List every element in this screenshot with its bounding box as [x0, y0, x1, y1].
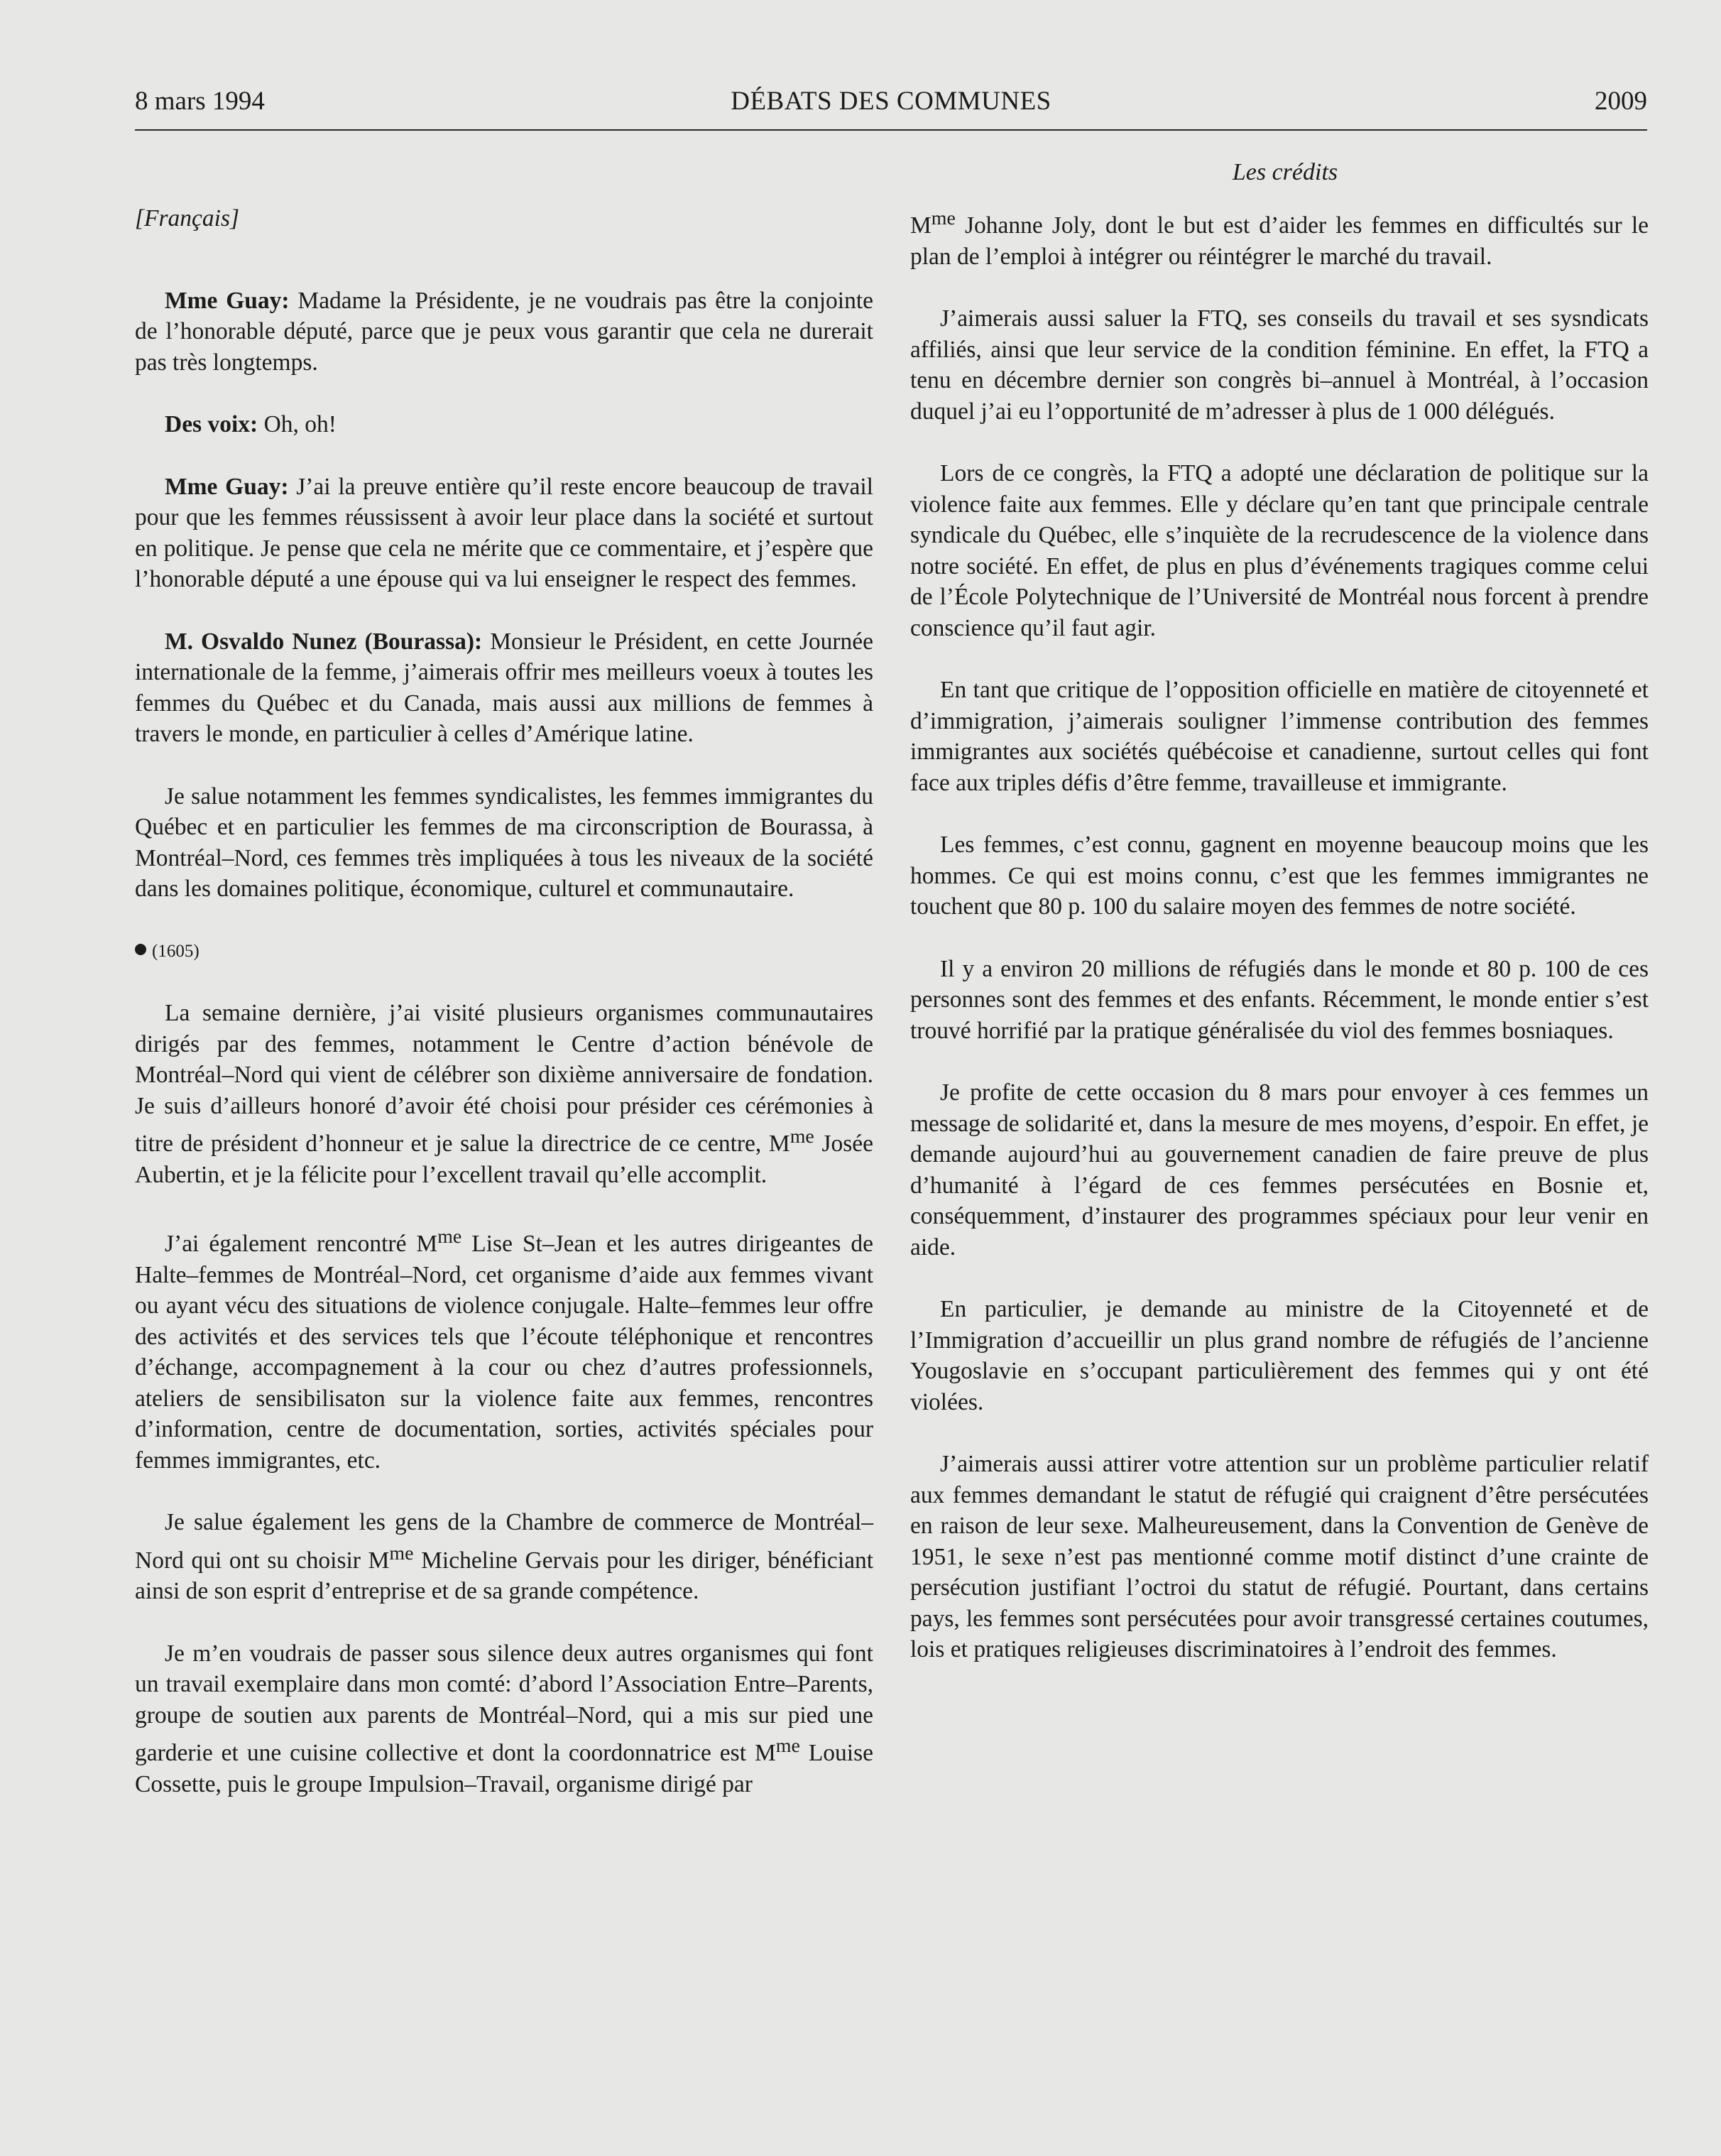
paragraph: Je salue notamment les femmes syndicalistes, les femmes immigrantes du Québec et en particulier les femmes de ma circonscription de Bourassa, à Montréal–Nord, ces femmes très impliquées à tous les niveaux de la société dans les domaines politique, économique, culturel et communautaire. — [135, 783, 873, 902]
header-title: DÉBATS DES COMMUNES — [731, 87, 1051, 116]
speaker-name: Mme Guay: — [165, 473, 289, 500]
paragraph: En tant que critique de l’opposition officielle en matière de citoyenneté et d’immigration, j’aimerais souligner l’immense contribution des femmes immigrantes aux sociétés québécoise et canadienne, surtout celles qui font face aux triples défis d’être femme, travailleuse et immigrante. — [910, 677, 1649, 796]
paragraph: Je salue également les gens de la Chambre de commerce de Montréal–Nord qui ont su choisir $M^{me}$ Micheline Gervais pour les diriger, bénéficiant ainsi de son esprit d’entreprise et de sa grande compétence. — [135, 1509, 874, 1605]
left-column — [135, 203, 873, 1831]
paragraph: Les femmes, c’est connu, gagnent en moyenne beaucoup moins que les hommes. Ce qui est moins connu, c’est que les femmes immigrantes ne touchent que 80 p. 100 du salaire moyen des femmes de notre société. — [910, 832, 1649, 920]
right-column — [910, 203, 1649, 1697]
paragraph: Je m’en voudrais de passer sous silence deux autres organismes qui font un travail exemplaire dans mon comté: d’abord l’Association Entre–Parents, groupe de soutien aux parents de Montréal–Nord, qui a mis sur pied une garderie et une cuisine collective et dont la coordonnatrice est $M^{me}$ Louise Cossette, puis le groupe Impulsion–Travail, organisme dirigé par — [135, 1640, 873, 1798]
paragraph: Il y a environ 20 millions de réfugiés dans le monde et 80 p. 100 de ces personnes sont des femmes et des enfants. Récemment, le monde entier s’est trouvé horrifié par la pratique généralisée du viol des femmes bosniaques. — [910, 955, 1649, 1044]
paragraph: J’aimerais aussi attirer votre attention sur un problème particulier relatif aux femmes demandant le statut de réfugié qui craignent d’être persécutées en raison de leur sexe. Malheureusement, dans la Convention de Genève de 1951, le sexe n’est pas mentionné comme motif distinct d’une crainte de persécution justifiant l’octroi du statut de réfugié. Pourtant, dans certains pays, les femmes sont persécutées pour avoir transgressé certaines coutumes, lois et pratiques religieuses discriminatoires à l’endroit des femmes. — [910, 1451, 1649, 1663]
timestamp: (1605) — [135, 936, 873, 967]
paragraph: Mme Guay: J’ai la preuve entière qu’il reste encore beaucoup de travail pour que les femmes réussissent à avoir leur place dans la société et surtout en politique. Je pense que cela ne mérite que ce commentaire, et j’espère que l’honorable député a une épouse qui va lui enseigner le respect des femmes. — [135, 473, 873, 592]
paragraph: En particulier, je demande au ministre de la Citoyenneté et de l’Immigration d’accueillir un plus grand nombre de réfugiés de l’ancienne Yougoslavie en s’occupant particulièrement des femmes qui y ont été violées. — [910, 1296, 1649, 1415]
paragraph: La semaine dernière, j’ai visité plusieurs organismes communautaires dirigés par des femmes, notamment le Centre d’action bénévole de Montréal–Nord qui vient de célébrer son dixième anniversaire de fondation. Je suis d’ailleurs honoré d’avoir été choisi pour présider ces cérémonies à titre de président d’honneur et je salue la directrice de ce centre, $M^{me}$ Josée Aubertin, et je la félicite pour l’excellent travail qu’elle accomplit. — [135, 1000, 874, 1188]
language-tag: [Français] — [135, 205, 240, 232]
speaker-name: Des voix: — [165, 411, 258, 437]
section-title: Les crédits — [1232, 159, 1338, 185]
paragraph: Mme Guay: Madame la Présidente, je ne voudrais pas être la conjointe de l’honorable député, parce que je peux vous garantir que cela ne durerait pas très longtemps. — [135, 287, 873, 376]
paragraph: Des voix: Oh, oh! — [165, 411, 337, 437]
paragraph: Lors de ce congrès, la FTQ a adopté une déclaration de politique sur la violence faite aux femmes. Elle y déclare qu’en tant que principale centrale syndicale du Québec, elle s’inquiète de la recrudescence de la violence dans notre société. En effet, de plus en plus d’événements tragiques comme celui de l’École Polytechnique de l’Université de Montréal nous forcent à prendre conscience qu’il faut agir. — [910, 460, 1649, 641]
paragraph: J’aimerais aussi saluer la FTQ, ses conseils du travail et ses sysndicats affiliés, ainsi que leur service de la condition féminine. En effet, la FTQ a tenu en décembre dernier son congrès bi–annuel à Montréal, à l’occasion duquel j’ai eu l’opportunité de m’adresser à plus de 1 000 délégués. — [910, 305, 1649, 425]
header-page-number: 2009 — [1595, 87, 1647, 116]
bullet-icon — [135, 944, 146, 955]
paragraph: Je profite de cette occasion du 8 mars pour envoyer à ces femmes un message de solidarité et, dans la mesure de mes moyens, d’espoir. En effet, je demande aujourd’hui au gouvernement canadien de faire preuve de plus d’humanité à l’égard de ces femmes persécutées en Bosnie et, conséquemment, d’instaurer des programmes spéciaux pour leur venir en aide. — [910, 1079, 1649, 1261]
speaker-name: Mme Guay: — [165, 287, 290, 314]
page-header — [135, 84, 1647, 131]
speaker-name: M. Osvaldo Nunez (Bourassa): — [165, 628, 483, 655]
paragraph: J’ai également rencontré $M^{me}$ Lise St–Jean et les autres dirigeantes de Halte–femmes de Montréal–Nord, cet organisme d’aide aux femmes vivant ou ayant vécu des situations de violence conjugale. Halte–femmes leur offre des activités et des services tels que l’écoute téléphonique et rencontres d’échange, accompagnement à la cour ou chez d’autres professionnels, ateliers de sensibilisaton sur la violence faite aux femmes, rencontres d’information, centre de documentation, sorties, activités spéciales pour femmes immigrantes, etc. — [135, 1226, 874, 1474]
paragraph: $M^{me}$ Johanne Joly, dont le but est d’aider les femmes en difficultés sur le plan de l’emploi à intégrer ou réintégrer le marché du travail. — [910, 207, 1649, 270]
paragraph: M. Osvaldo Nunez (Bourassa): Monsieur le Président, en cette Journée internationale de la femme, j’aimerais offrir mes meilleurs voeux à toutes les femmes du Québec et du Canada, mais aussi aux millions de femmes à travers le monde, en particulier à celles d’Amérique latine. — [135, 628, 873, 747]
header-date: 8 mars 1994 — [135, 87, 265, 116]
